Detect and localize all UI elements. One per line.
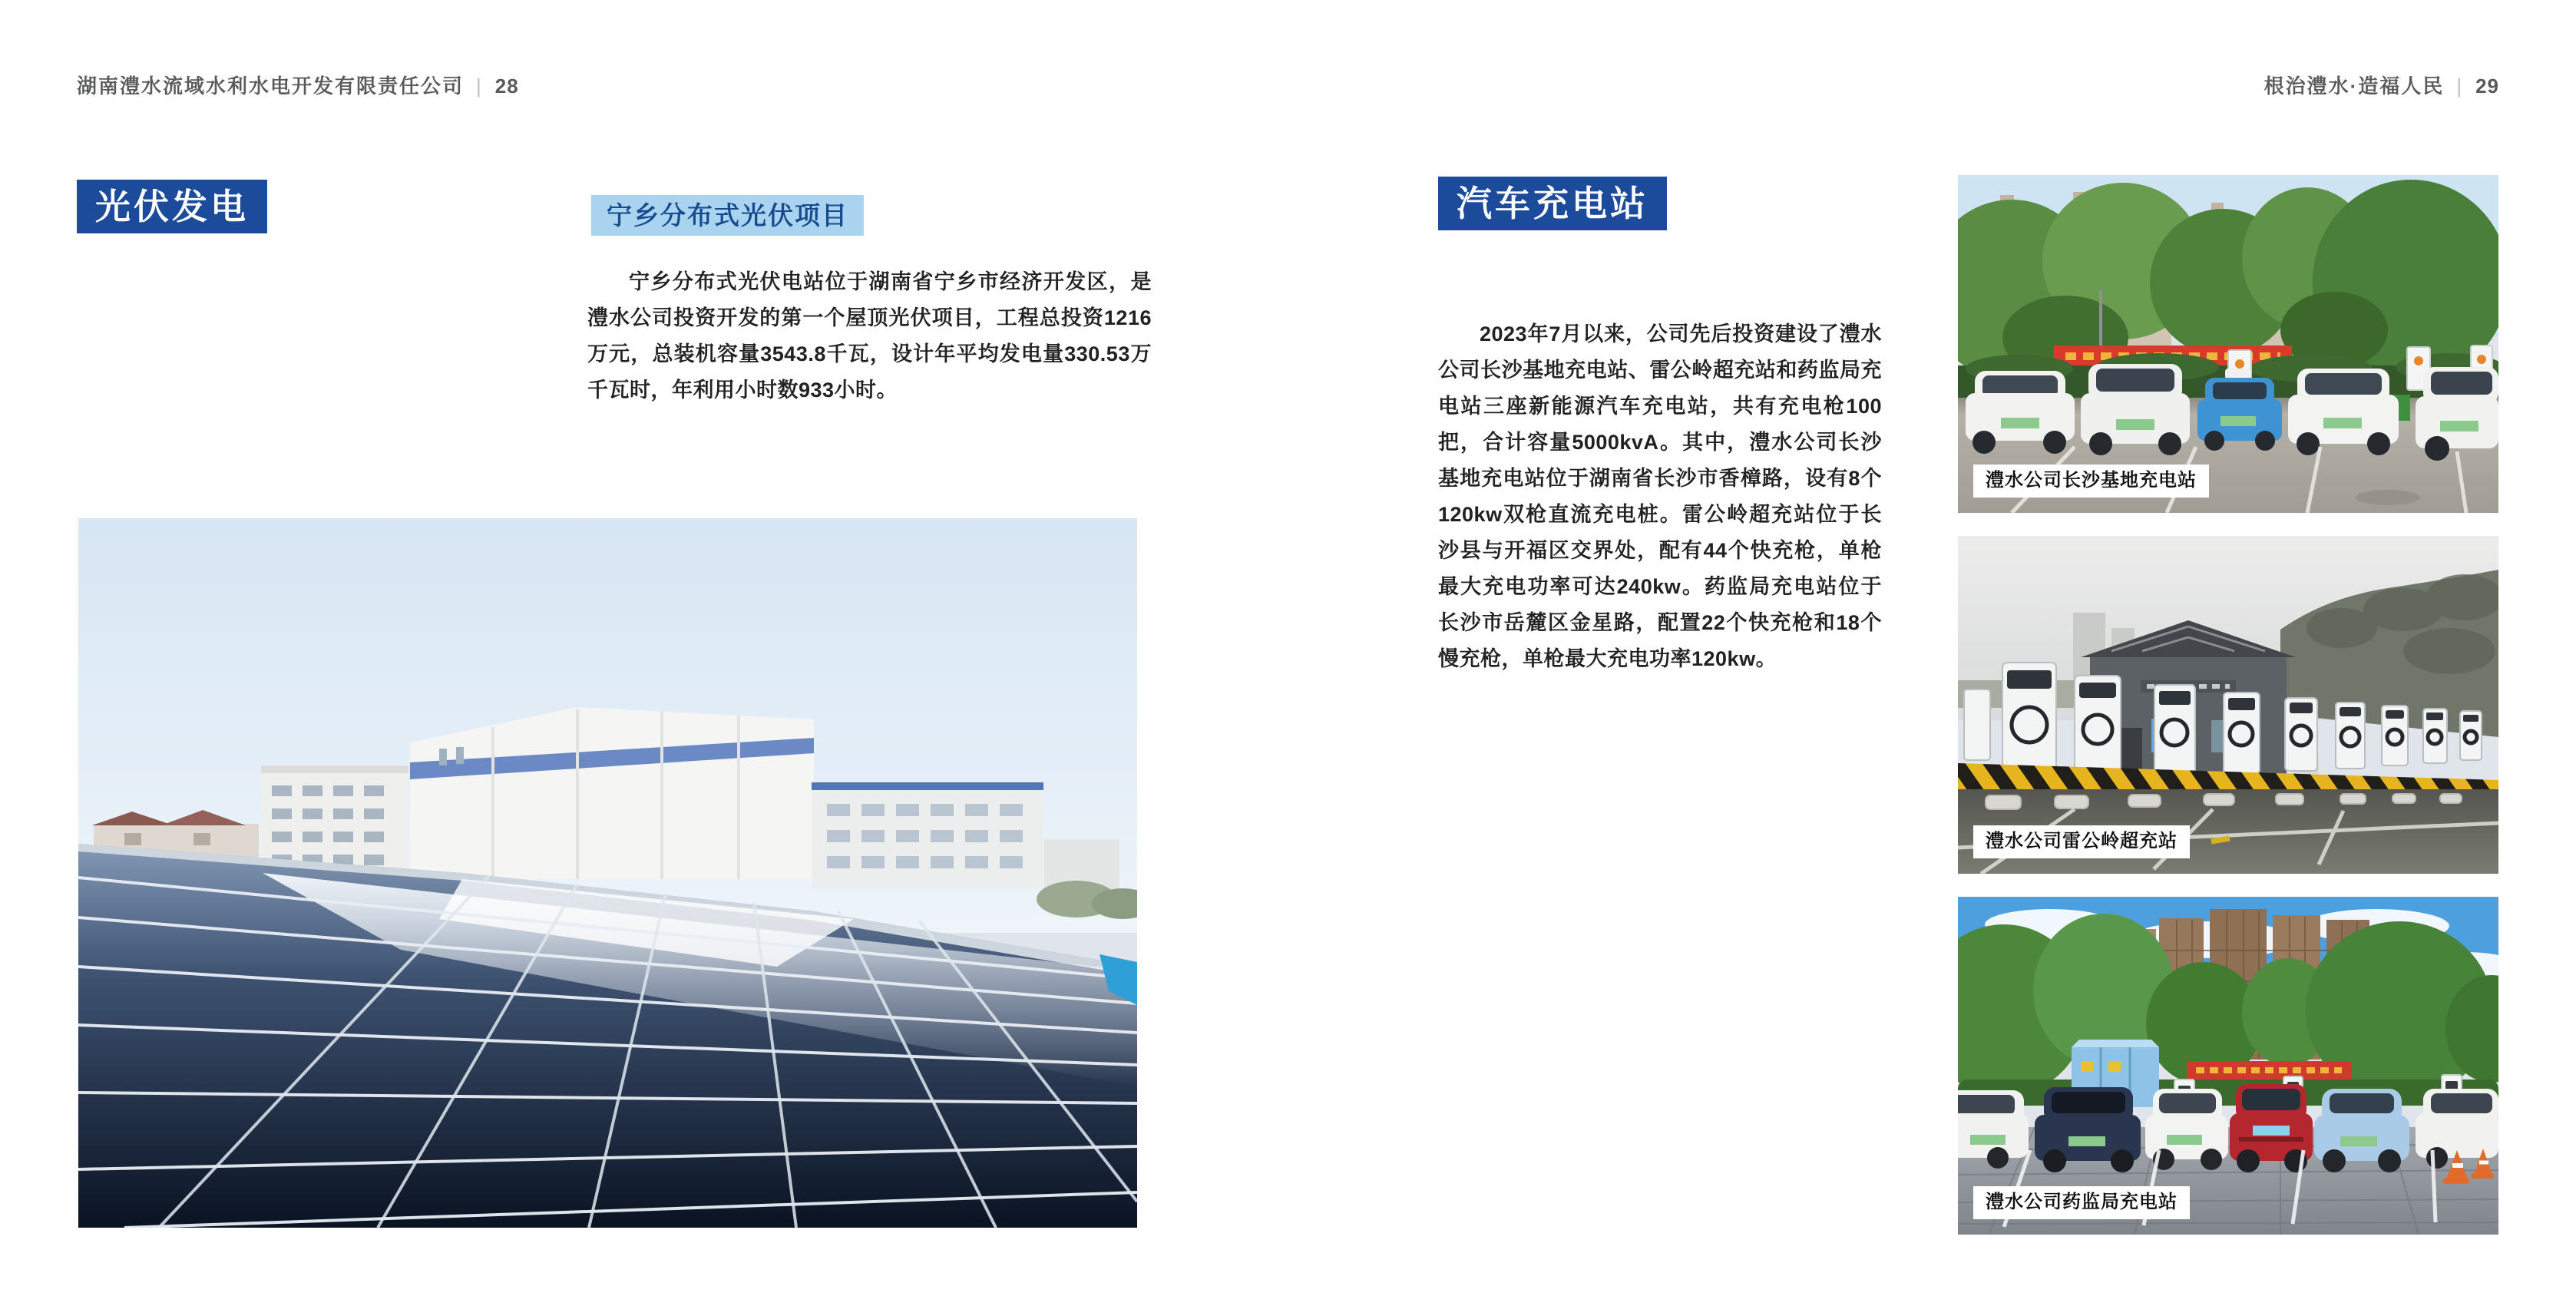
page-number-right: 29 bbox=[2475, 74, 2499, 98]
manhole bbox=[2356, 490, 2420, 505]
section-title-photovoltaic: 光伏发电 bbox=[77, 180, 267, 233]
slogan: 根治澧水·造福人民 bbox=[2264, 74, 2445, 98]
photovoltaic-paragraph: 宁乡分布式光伏电站位于湖南省宁乡市经济开发区，是澧水公司投资开发的第一个屋顶光伏项目，工程总投资1216万元，总装机容量3543.8千瓦，设计年平均发电量330.53万千瓦时，年利用小时数933小时。 bbox=[587, 270, 1152, 402]
white-suv bbox=[2081, 364, 2190, 455]
photo-caption: 澧水公司雷公岭超充站 bbox=[1973, 825, 2190, 858]
leigongling-station-image bbox=[1958, 536, 2498, 874]
photo-caption: 澧水公司长沙基地充电站 bbox=[1973, 465, 2209, 498]
left-page-header bbox=[77, 71, 519, 99]
changsha-base-station-photo bbox=[1958, 175, 2498, 513]
warehouse-building bbox=[410, 707, 814, 879]
lane-marker bbox=[2211, 838, 2230, 841]
section-title-ev-charging: 汽车充电站 bbox=[1438, 177, 1667, 230]
header-divider: | bbox=[2456, 74, 2464, 98]
white-sedan-2 bbox=[2288, 369, 2399, 455]
project-title-ningxiang-pv: 宁乡分布式光伏项目 bbox=[591, 195, 864, 236]
company-name: 湖南澧水流域水利水电开发有限责任公司 bbox=[77, 74, 465, 98]
solar-rooftop-image bbox=[78, 518, 1137, 1228]
leigongling-station-photo bbox=[1958, 536, 2498, 874]
white-sedan-left bbox=[1958, 1090, 2029, 1169]
red-banner bbox=[2187, 1061, 2352, 1080]
light-blue-crossover bbox=[2314, 1089, 2409, 1172]
header-divider: | bbox=[476, 74, 483, 98]
page-number-left: 28 bbox=[494, 74, 519, 98]
photo-caption: 澧水公司药监局充电站 bbox=[1973, 1186, 2190, 1219]
yaojianju-station-photo bbox=[1958, 897, 2498, 1235]
changsha-base-station-image bbox=[1958, 175, 2498, 513]
solar-rooftop-photo bbox=[78, 518, 1137, 1228]
dark-blue-sedan bbox=[2035, 1087, 2141, 1172]
ev-charging-paragraph: 2023年7月以来，公司先后投资建设了澧水公司长沙基地充电站、雷公岭超充站和药监局充电站三座新能源汽车充电站，共有充电枪100把，合计容量5000kvA。其中，澧水公司长沙基地充电站位于湖南省长沙市香樟路，设有8个120kw双枪直流充电桩。雷公岭超充站位于长沙县与开福区交界处，配有44个快充枪，单枪最大充电功率可达240kw。药监局充电站位于长沙市岳麓区金星路，配置22个快充枪和18个慢充枪，单枪最大充电功率120kw。 bbox=[1438, 322, 1882, 670]
white-sedan-3 bbox=[2416, 367, 2498, 461]
yaojianju-station-image bbox=[1958, 897, 2498, 1235]
blue-taxi bbox=[2197, 369, 2282, 451]
right-page-header bbox=[2264, 71, 2499, 99]
